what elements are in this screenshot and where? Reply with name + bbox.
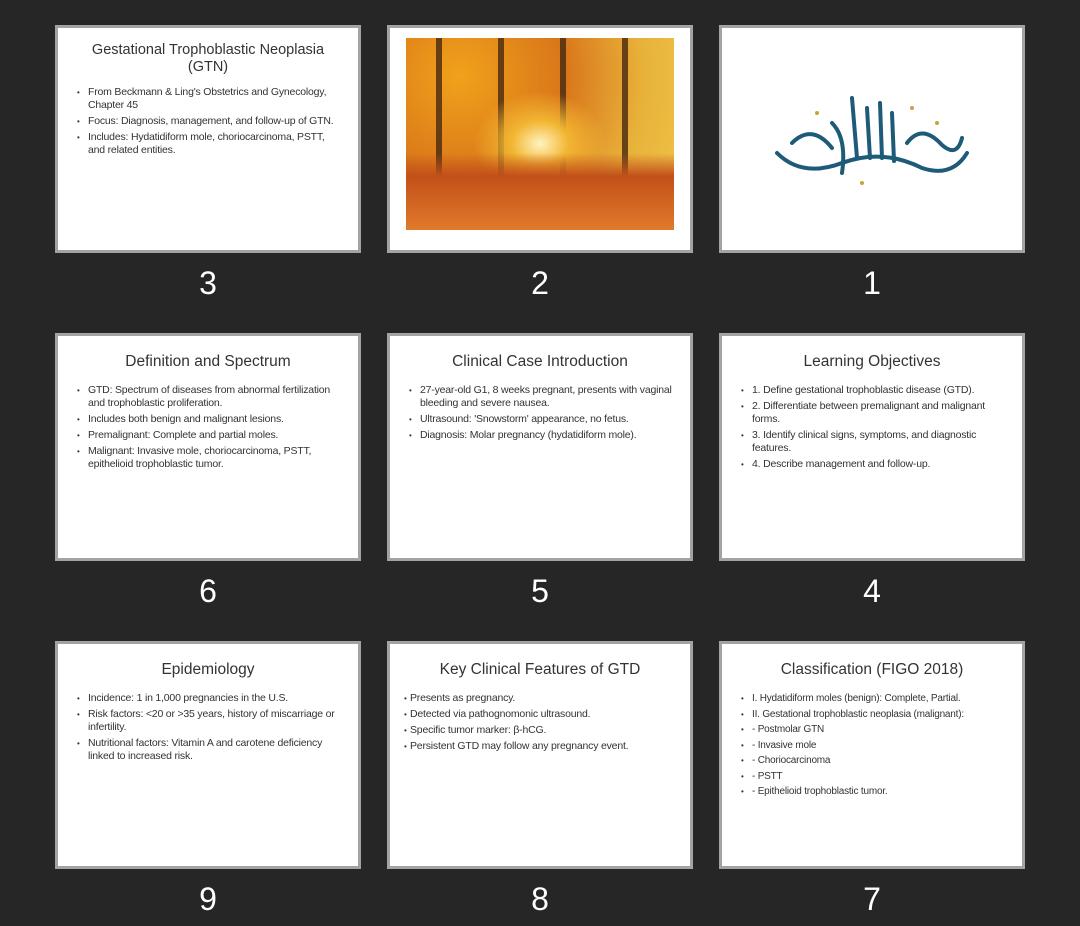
slide-title: Epidemiology	[161, 661, 255, 678]
slide-thumbnail-6[interactable]	[55, 333, 361, 609]
slide-preview[interactable]	[387, 333, 693, 561]
bullet-item: • 2. Differentiate between premalignant and malignant forms.	[752, 400, 1006, 426]
slide-bullets	[722, 692, 1022, 798]
bullet-item: • 27-year-old G1, 8 weeks pregnant, presents with vaginal bleeding and severe nausea.	[420, 384, 674, 410]
slide-preview[interactable]	[55, 333, 361, 561]
slide-number: 1	[863, 265, 881, 301]
bullet-item: • 4. Describe management and follow-up.	[752, 458, 1006, 471]
bullet-item: • Malignant: Invasive mole, choriocarcinoma, PSTT, epithelioid trophoblastic tumor.	[88, 445, 342, 471]
bullet-item: • Presents as pregnancy.	[410, 692, 674, 705]
bullet-item: • - PSTT	[752, 770, 1006, 783]
slide-thumbnail-5[interactable]	[387, 333, 693, 609]
slide-number: 6	[199, 573, 217, 609]
bullet-item: • - Postmolar GTN	[752, 723, 1006, 736]
slide-bullets	[58, 384, 358, 471]
bullet-item: • - Choriocarcinoma	[752, 754, 1006, 767]
bullet-item: • Nutritional factors: Vitamin A and carotene deficiency linked to increased risk.	[88, 737, 342, 763]
bullet-item: • 1. Define gestational trophoblastic disease (GTD).	[752, 384, 1006, 397]
slide-title: Definition and Spectrum	[125, 353, 291, 370]
bullet-item: • Includes: Hydatidiform mole, choriocarcinoma, PSTT, and related entities.	[88, 131, 342, 157]
slide-preview[interactable]	[55, 25, 361, 253]
slide-preview[interactable]	[55, 641, 361, 869]
bullet-item: • - Invasive mole	[752, 739, 1006, 752]
slide-title: Key Clinical Features of GTD	[439, 661, 641, 678]
slide-bullets	[722, 384, 1022, 471]
bullet-item: • From Beckmann & Ling's Obstetrics and Gynecology, Chapter 45	[88, 86, 342, 112]
bullet-item: • Ultrasound: 'Snowstorm' appearance, no fetus.	[420, 413, 674, 426]
autumn-trees-photo	[406, 38, 674, 230]
slide-title: Classification (FIGO 2018)	[780, 661, 964, 678]
slide-thumbnail-8[interactable]	[387, 641, 693, 917]
bullet-item: • Includes both benign and malignant lesions.	[88, 413, 342, 426]
slide-number: 9	[199, 881, 217, 917]
slide-preview[interactable]	[387, 641, 693, 869]
slide-bullets	[390, 384, 690, 442]
slide-thumbnail-3[interactable]	[55, 25, 361, 301]
bullet-item: • 3. Identify clinical signs, symptoms, and diagnostic features.	[752, 429, 1006, 455]
slide-preview[interactable]	[719, 333, 1025, 561]
slide-number: 3	[199, 265, 217, 301]
slide-bullets	[58, 692, 358, 763]
slide-number: 8	[531, 881, 549, 917]
slide-number: 2	[531, 265, 549, 301]
slide-preview[interactable]	[387, 25, 693, 253]
slide-thumbnail-1[interactable]	[719, 25, 1025, 301]
slide-number: 4	[863, 573, 881, 609]
bullet-item: • Premalignant: Complete and partial moles.	[88, 429, 342, 442]
slide-bullets	[58, 86, 358, 157]
slide-number: 7	[863, 881, 881, 917]
bullet-item: • - Epithelioid trophoblastic tumor.	[752, 785, 1006, 798]
bullet-item: • Focus: Diagnosis, management, and follow-up of GTN.	[88, 115, 342, 128]
bullet-item: • Specific tumor marker: β-hCG.	[410, 724, 674, 737]
slide-thumbnail-7[interactable]	[719, 641, 1025, 917]
slide-thumbnail-9[interactable]	[55, 641, 361, 917]
bullet-item: • Risk factors: <20 or >35 years, history of miscarriage or infertility.	[88, 708, 342, 734]
slide-thumbnail-4[interactable]	[719, 333, 1025, 609]
bullet-item: • II. Gestational trophoblastic neoplasia (malignant):	[752, 708, 1006, 721]
slide-preview[interactable]	[719, 25, 1025, 253]
slide-title: Clinical Case Introduction	[452, 353, 628, 370]
slide-preview[interactable]	[719, 641, 1025, 869]
bullet-item: • GTD: Spectrum of diseases from abnormal fertilization and trophoblastic proliferation.	[88, 384, 342, 410]
bullet-item: • I. Hydatidiform moles (benign): Complete, Partial.	[752, 692, 1006, 705]
slide-title: Learning Objectives	[803, 353, 941, 370]
bullet-item: • Persistent GTD may follow any pregnancy event.	[410, 740, 674, 753]
slide-bullets	[390, 692, 690, 753]
slide-thumbnail-2[interactable]	[387, 25, 693, 301]
bullet-item: • Diagnosis: Molar pregnancy (hydatidiform mole).	[420, 429, 674, 442]
bullet-item: • Incidence: 1 in 1,000 pregnancies in the U.S.	[88, 692, 342, 705]
bismillah-calligraphy-image	[772, 83, 972, 193]
bullet-item: • Detected via pathognomonic ultrasound.	[410, 708, 674, 721]
slide-number: 5	[531, 573, 549, 609]
slide-title: Gestational Trophoblastic Neoplasia (GTN)	[91, 42, 325, 75]
